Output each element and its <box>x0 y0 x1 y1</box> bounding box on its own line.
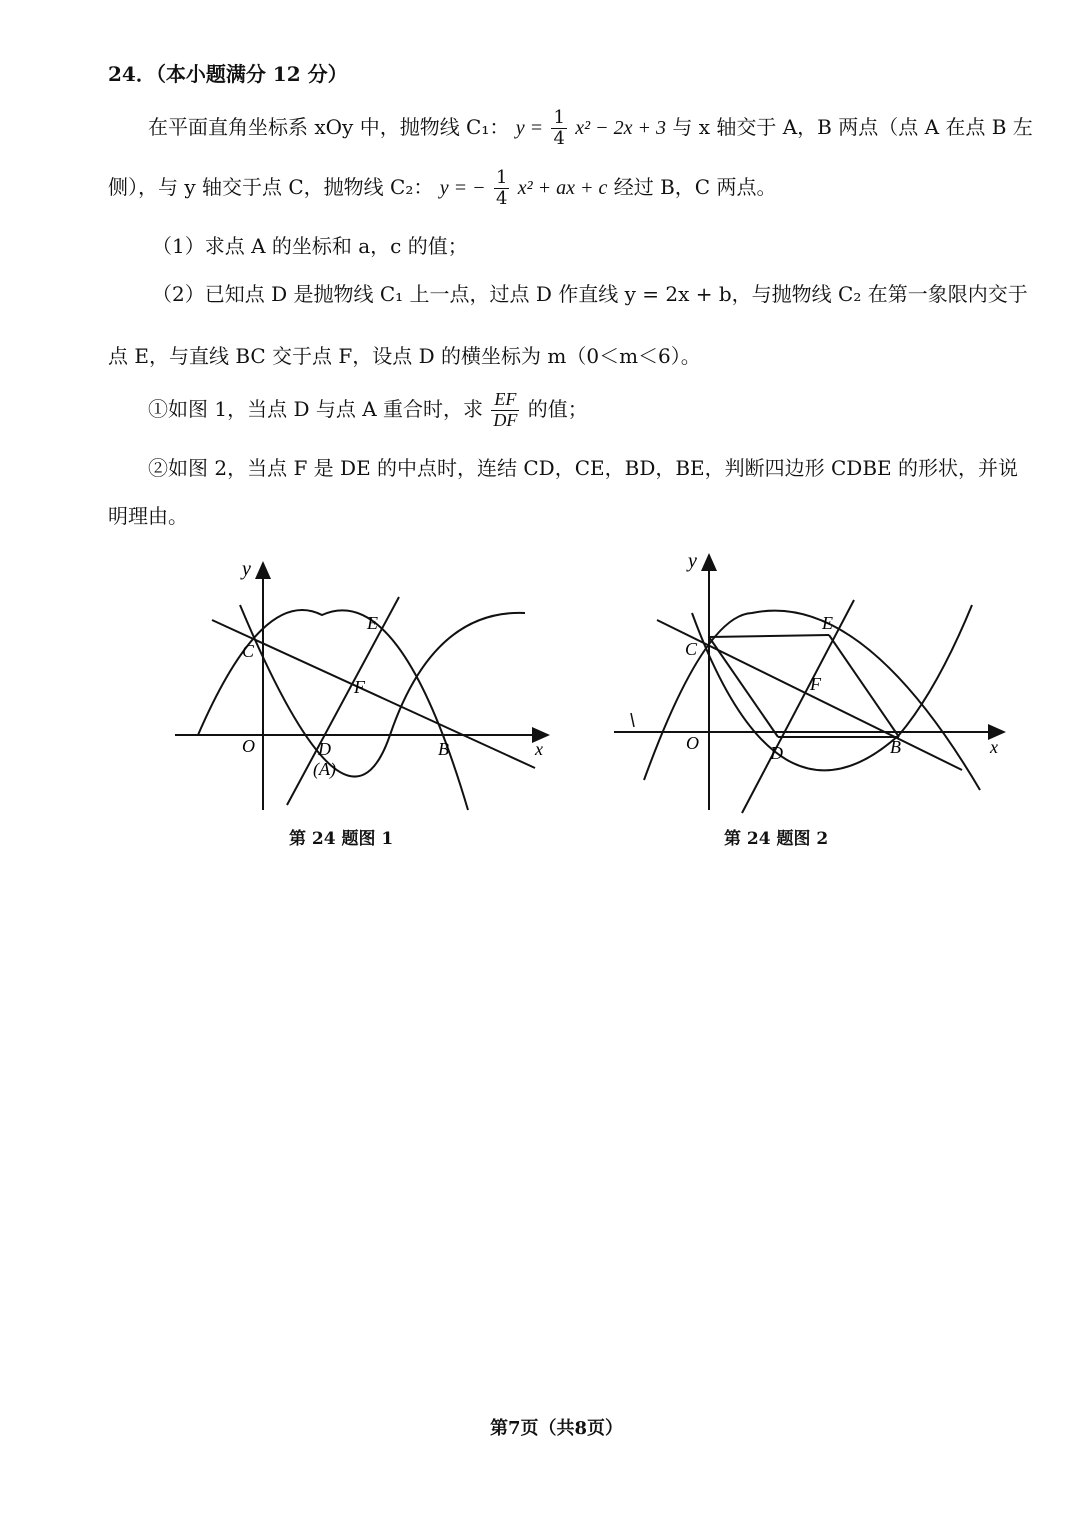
fig2-label-f: F <box>810 674 821 694</box>
fig2-label-o: O <box>686 733 699 753</box>
figure-2-caption: 第 24 题图 2 <box>724 829 829 849</box>
question-2b-line-1: ②如图 2，当点 F 是 DE 的中点时，连结 CD，CE，BD，BE，判断四边形 CDBE 的形状，并说 <box>148 456 1018 480</box>
question-2-line-1: （2）已知点 D 是抛物线 C₁ 上一点，过点 D 作直线 y = 2x + b，与抛物线 C₂ 在第一象限内交于 <box>152 282 1028 306</box>
stem-part-1: 在平面直角坐标系 xOy 中，抛物线 C₁： <box>148 114 510 139</box>
c2-frac-den: 4 <box>495 187 508 209</box>
figure-2 <box>612 545 1032 820</box>
fig1-line-bc <box>212 620 535 768</box>
page-number: 第7页（共8页） <box>490 1418 624 1439</box>
fig1-parabola-c2 <box>198 610 468 810</box>
question-2-line-2: 点 E，与直线 BC 交于点 F，设点 D 的横坐标为 m（0＜m＜6）。 <box>108 344 701 368</box>
fig1-label-f: F <box>354 677 365 697</box>
problem-stem-line-2 <box>0 168 1080 209</box>
stem-part-3: 侧），与 y 轴交于点 C，抛物线 C₂： <box>108 174 434 199</box>
fig2-stray-mark <box>631 713 634 727</box>
fig2-label-d: D <box>770 743 783 763</box>
q2a-fraction <box>491 390 519 431</box>
c1-fraction <box>551 108 566 149</box>
fig2-line-bc <box>657 620 962 770</box>
fig1-label-x: x <box>535 739 543 759</box>
c2-frac-num: 1 <box>495 167 508 188</box>
question-1: （1）求点 A 的坐标和 a，c 的值； <box>152 234 468 258</box>
q2a-pre: ①如图 1，当点 D 与点 A 重合时，求 <box>148 396 483 421</box>
fig2-segment-ce <box>709 635 829 637</box>
c1-rest: x² − 2x + 3 <box>575 116 667 139</box>
c2-fraction <box>494 168 509 209</box>
fig2-line-de <box>742 600 854 813</box>
fig1-label-d: D <box>318 739 331 759</box>
fig1-label-a: (A) <box>313 759 336 779</box>
c1-lhs: y = <box>515 116 544 139</box>
fig2-label-x: x <box>990 737 998 757</box>
fig2-label-b: B <box>890 737 901 757</box>
question-2a <box>0 390 1080 431</box>
q2a-frac-den: DF <box>493 409 518 430</box>
fig2-label-y: y <box>688 550 697 572</box>
fig1-label-b: B <box>438 739 449 759</box>
c1-frac-den: 4 <box>553 127 565 149</box>
c1-frac-num: 1 <box>553 107 565 128</box>
fig1-label-y: y <box>242 558 251 580</box>
figure-1-caption: 第 24 题图 1 <box>289 829 394 849</box>
fig2-label-e: E <box>822 613 833 633</box>
fig1-parabola-c1 <box>240 605 525 777</box>
q2a-frac-num: EF <box>491 390 519 411</box>
fig2-label-c: C <box>685 639 698 659</box>
stem-part-4: 经过 B，C 两点。 <box>613 174 777 199</box>
q2a-post: 的值； <box>527 396 588 421</box>
fig2-segment-cd <box>709 637 778 737</box>
stem-part-2: 与 x 轴交于 A，B 两点（点 A 在点 B 左 <box>672 114 1033 139</box>
c2-rest: x² + ax + c <box>517 176 608 199</box>
fig1-label-e: E <box>367 613 378 633</box>
fig1-label-o: O <box>242 736 255 756</box>
figure-1 <box>170 555 560 820</box>
problem-header: 24．（本小题满分 12 分） <box>108 62 348 86</box>
question-2b-line-2: 明理由。 <box>108 504 188 528</box>
fig1-label-c: C <box>242 641 255 661</box>
problem-stem-line-1 <box>0 108 1080 149</box>
c2-lhs: y = − <box>439 176 486 199</box>
